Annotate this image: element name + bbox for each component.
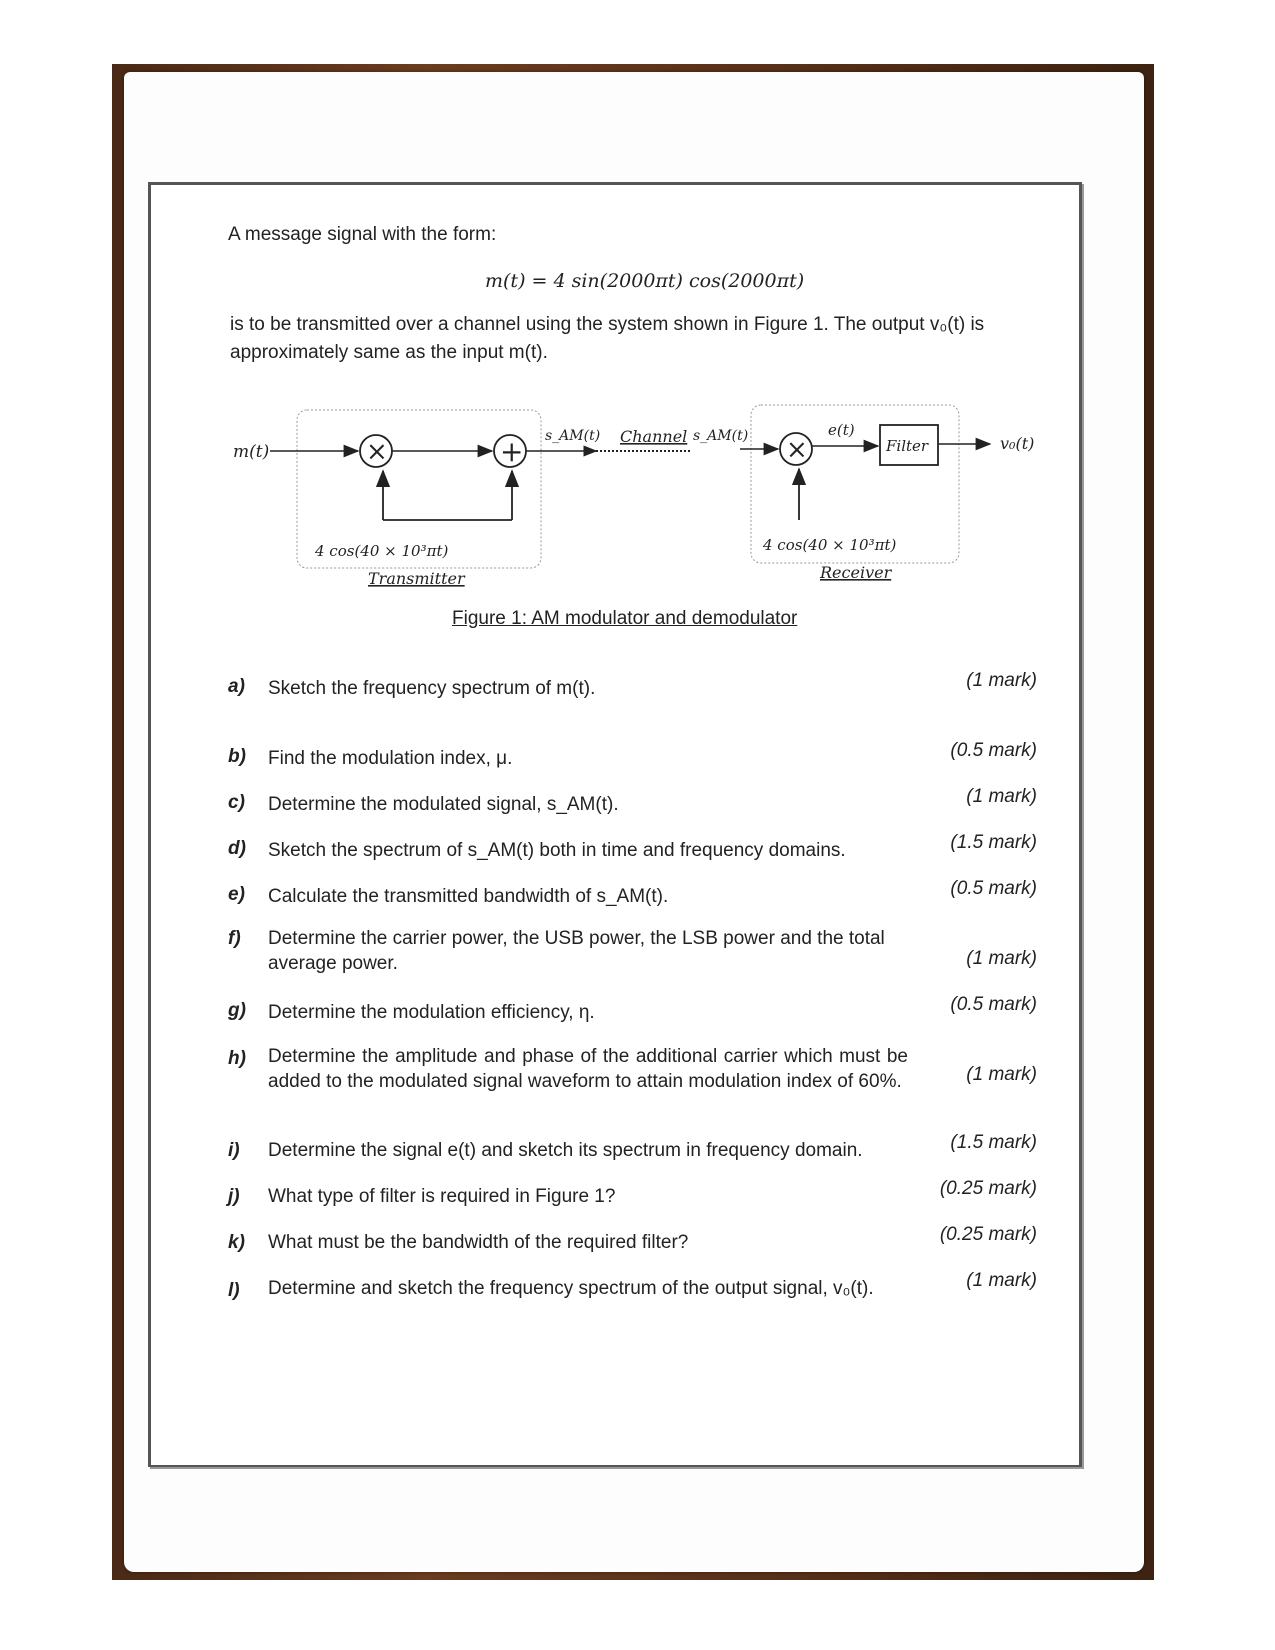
question-l-label: l) (228, 1280, 240, 1301)
question-c-label: c) (228, 792, 245, 813)
question-j-mark: (0.25 mark) (939, 1178, 1037, 1199)
question-j-label: j) (228, 1186, 240, 1207)
rx-multiply-symbol: × (786, 435, 808, 465)
question-l-text: Determine and sketch the frequency spectrum of the output signal, v₀(t). (268, 1278, 874, 1299)
question-e-mark: (0.5 mark) (950, 878, 1037, 899)
question-d-label: d) (228, 838, 246, 859)
question-b-label: b) (228, 746, 246, 767)
question-a-label: a) (228, 676, 245, 697)
question-a-text: Sketch the frequency spectrum of m(t). (268, 678, 596, 699)
question-h-mark: (1 mark) (966, 1064, 1037, 1085)
question-k-mark: (0.25 mark) (939, 1224, 1037, 1245)
tx-multiply-symbol: × (366, 437, 388, 467)
question-a-mark: (1 mark) (966, 670, 1037, 691)
e-label: e(t) (828, 421, 855, 439)
question-i-label: i) (228, 1140, 240, 1161)
question-i-mark: (1.5 mark) (950, 1132, 1037, 1153)
question-i-text: Determine the signal e(t) and sketch its spectrum in frequency domain. (268, 1140, 863, 1161)
question-g-label: g) (228, 1000, 246, 1021)
receiver-label: Receiver (820, 563, 892, 582)
question-f-mark: (1 mark) (966, 948, 1037, 969)
sam-label-rx: s_AM(t) (693, 428, 749, 444)
figure-caption: Figure 1: AM modulator and demodulator (452, 608, 798, 629)
intro-line-1: A message signal with the form: (228, 224, 497, 245)
question-k-label: k) (228, 1232, 245, 1253)
question-h-label: h) (228, 1048, 246, 1069)
question-e-label: e) (228, 884, 245, 905)
question-b-text: Find the modulation index, μ. (268, 748, 513, 769)
tx-carrier-label: 4 cos(40 × 10³πt) (315, 542, 449, 560)
intro-line-3: approximately same as the input m(t). (230, 342, 548, 363)
filter-label: Filter (886, 437, 929, 455)
question-b-mark: (0.5 mark) (950, 740, 1037, 761)
question-k-text: What must be the bandwidth of the required filter? (268, 1232, 689, 1253)
question-f-text: Determine the carrier power, the USB power, the LSB power and the total average power. (268, 928, 885, 974)
question-g-mark: (0.5 mark) (950, 994, 1037, 1015)
channel-label: Channel (620, 427, 688, 446)
question-l-mark: (1 mark) (966, 1270, 1037, 1291)
block-diagram (0, 0, 1275, 620)
question-j-text: What type of filter is required in Figure 1? (268, 1186, 616, 1207)
question-h-text: Determine the amplitude and phase of the additional carrier which must be added to the modulated signal waveform to attain modulation index of 60%. (268, 1046, 908, 1092)
transmitter-label: Transmitter (368, 569, 465, 588)
question-c-mark: (1 mark) (966, 786, 1037, 807)
question-c-text: Determine the modulated signal, s_AM(t). (268, 794, 619, 815)
question-d-text: Sketch the spectrum of s_AM(t) both in time and frequency domains. (268, 840, 846, 861)
question-f-label: f) (228, 928, 241, 949)
message-formula: m(t) = 4 sin(2000πt) cos(2000πt) (485, 270, 805, 292)
intro-line-2: is to be transmitted over a channel using the system shown in Figure 1. The output v₀(t) is (230, 314, 985, 335)
input-label: m(t) (233, 442, 270, 462)
sam-label-tx: s_AM(t) (545, 428, 601, 444)
output-label: v₀(t) (1000, 434, 1035, 453)
question-e-text: Calculate the transmitted bandwidth of s_AM(t). (268, 886, 669, 907)
question-d-mark: (1.5 mark) (950, 832, 1037, 853)
tx-add-symbol: + (500, 435, 524, 468)
question-g-text: Determine the modulation efficiency, η. (268, 1002, 595, 1023)
rx-carrier-label: 4 cos(40 × 10³πt) (763, 536, 897, 554)
